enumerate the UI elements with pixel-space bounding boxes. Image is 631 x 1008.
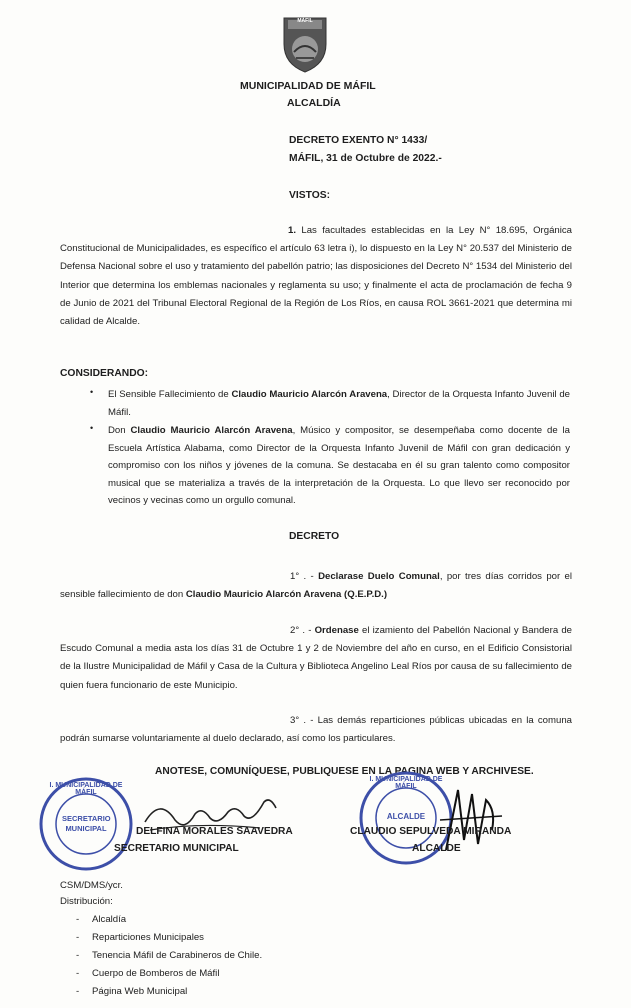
decree-date: MÁFIL, 31 de Octubre de 2022.-: [289, 153, 442, 164]
distribution-label: Distribución:: [60, 896, 113, 907]
decreto-paragraph-3: [60, 712, 572, 748]
p2-number: 2° . -: [290, 625, 315, 636]
p1-number: 1° . -: [290, 571, 319, 582]
municipal-logo: [278, 14, 332, 74]
dash-icon: -: [76, 986, 80, 997]
logo-text: MÁFIL: [297, 18, 313, 24]
distribution-item: Cuerpo de Bomberos de Máfil: [92, 968, 220, 979]
p3-number: 3° . -: [290, 715, 318, 726]
p3-text: Las demás reparticiones públicas ubicadas en la comuna podrán sumarse voluntariamente al duelo declarado, así como los particulares.: [60, 715, 573, 745]
item1-pre: El Sensible Fallecimiento de: [108, 389, 232, 400]
vistos-heading: VISTOS:: [289, 190, 331, 201]
dash-icon: -: [76, 950, 80, 961]
item1-post: , Director de la Orquesta Infanto Juvenil de Máfil.: [108, 389, 570, 418]
p1-rest: , por tres días corridos por el sensible fallecimiento de don: [60, 571, 572, 601]
left-signature: [140, 792, 280, 845]
seal-left-center: SECRETARIO MUNICIPAL: [62, 814, 111, 833]
vistos-text: Las facultades establecidas en la Ley N° 18.695, Orgánica Constitucional de Municipalidades, es específico el artículo 63 letra i), lo dispuesto en la Ley N° 20.537 del Ministerio de Defensa Nacional sobre el uso y tratamiento del pabellón patrio; las disposiciones del Decreto N° 1534 del Ministerio del Interior que determina los emblemas nacionales y reglamenta su uso; y finalmente el acta de proclamación de fecha 9 de Junio de 2021 del Tribunal Electoral Regional de la Región de Los Ríos, en causa ROL 3661-2021 que determina mi calidad de Alcalde.: [60, 225, 572, 328]
item2-name: Claudio Mauricio Alarcón Aravena: [130, 425, 293, 436]
p2-rest: el izamiento del Pabellón Nacional y Bandera de Escudo Comunal a media asta los días 31 de Octubre 1 y 2 de Noviembre del año en curso, en el Edificio Consistorial de la Ilustre Municipalidad de Máfil y Casa de la Cultura y Biblioteca Angelino Leal Ríos por causa de su fallecimiento de quien fuera funcionario de este Municipio.: [60, 625, 573, 691]
distribution-item: Tenencia Máfil de Carabineros de Chile.: [92, 950, 263, 961]
vistos-number: 1.: [288, 225, 297, 236]
p1-action: Declarase Duelo Comunal: [318, 571, 440, 582]
closing-line: ANOTESE, COMUNÍQUESE, PUBLIQUESE EN LA PAGINA WEB Y ARCHIVESE.: [155, 766, 534, 777]
distribution-item: Reparticiones Municipales: [92, 932, 204, 943]
seal-left-ring: I. MUNICIPALIDAD DE MÁFIL: [49, 782, 123, 796]
distribution-item: Alcaldía: [92, 914, 127, 925]
p1-name: Claudio Mauricio Alarcón Aravena (Q.E.P.D.): [185, 589, 388, 601]
seal-right-ring: I. MUNICIPALIDAD DE MÁFIL: [369, 776, 443, 790]
left-signer-name: DELFINA MORALES SAAVEDRA: [136, 826, 293, 837]
secretary-seal: [38, 776, 134, 872]
office-title: ALCALDÍA: [287, 97, 341, 109]
considerando-heading: CONSIDERANDO:: [60, 368, 149, 379]
considerando-item-1: [108, 386, 570, 421]
considerando-item-2: [108, 422, 570, 510]
municipality-title: MUNICIPALIDAD DE MÁFIL: [240, 80, 376, 92]
bullet-icon: •: [90, 423, 94, 433]
left-signer-title: SECRETARIO MUNICIPAL: [114, 843, 239, 854]
vistos-paragraph: [60, 222, 572, 331]
seal-right-center: ALCALDE: [386, 812, 426, 821]
item1-name: Claudio Mauricio Alarcón Aravena: [231, 389, 388, 400]
item2-pre: Don: [108, 425, 131, 436]
initials: CSM/DMS/ycr.: [60, 880, 123, 891]
item2-post: , Músico y compositor, se desempeñaba como docente de la Escuela Artística Alabama, como Director de la Orquesta Infanto Juvenil de Máfil con gran dedicación y compromiso con los niños y jóvenes de la comuna. Se destacaba en él su gran talento como compositor musical que se materializa a través de la interpretación de la Orquesta. Lo que llevo ser reconocido por vecinos y vecinas como un orgullo comunal.: [108, 425, 571, 507]
bullet-icon: •: [90, 387, 94, 397]
distribution-item: Página Web Municipal: [92, 986, 188, 997]
dash-icon: -: [76, 914, 80, 925]
dash-icon: -: [76, 968, 80, 979]
right-signer-title: ALCALDE: [412, 843, 461, 854]
right-signer-name: CLAUDIO SEPULVEDA MIRANDA: [350, 826, 512, 837]
decreto-paragraph-2: [60, 622, 572, 695]
decreto-heading: DECRETO: [289, 531, 340, 542]
p2-action: Ordenase: [314, 625, 359, 636]
decree-number: DECRETO EXENTO N° 1433/: [289, 135, 428, 146]
decreto-paragraph-1: [60, 568, 572, 604]
dash-icon: -: [76, 932, 80, 943]
